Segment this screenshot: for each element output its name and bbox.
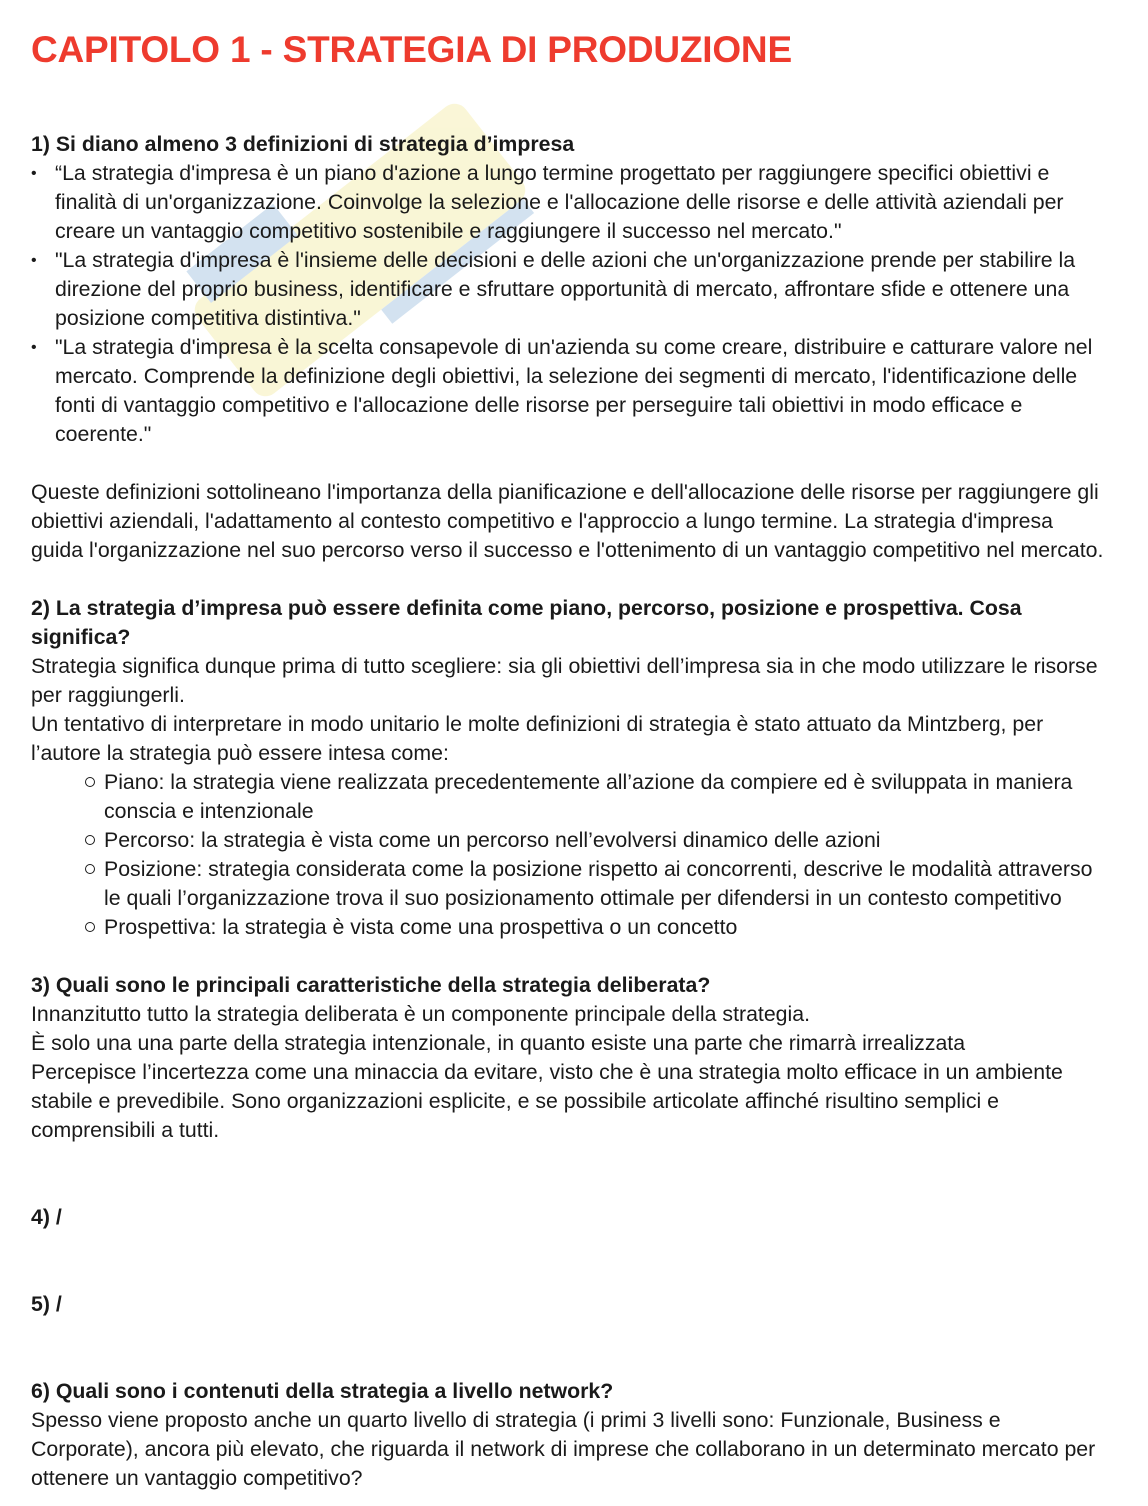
list-item-text: Percorso: la strategia è vista come un percorso nell’evolversi dinamico delle azioni [104, 828, 881, 852]
question-3-paragraph: Innanzitutto tutto la strategia deliberata è un componente principale della strategia. [31, 1002, 811, 1026]
page-title: CAPITOLO 1 - STRATEGIA DI PRODUZIONE [31, 29, 792, 70]
question-6-paragraph: Spesso viene proposto anche un quarto livello di strategia (i primi 3 livelli sono: Funzionale, Business e Corporate), ancora più elevato, che riguarda il network di imprese che collaborano in un determinato mercato per ottenere un vantaggio competitivo? [31, 1408, 1096, 1490]
circle-bullet-icon [85, 864, 95, 874]
bullet-icon: • [31, 339, 37, 356]
list-item [31, 246, 1108, 333]
list-item [85, 768, 1108, 826]
circle-bullet-icon [85, 777, 95, 787]
question-3-paragraph: È solo una una parte della strategia intenzionale, in quanto esiste una parte che rimarrà irrealizzata [31, 1031, 966, 1055]
question-5-heading: 5) / [31, 1292, 62, 1316]
definition-text: “La strategia d'impresa è un piano d'azione a lungo termine progettato per raggiungere specifici obiettivi e finalità di un'organizzazione. Coinvolge la selezione e l'allocazione delle risorse e delle attività aziendali per creare un vantaggio competitivo sostenibile e raggiungere il successo nel mercato." [55, 161, 1064, 243]
definitions-list [31, 159, 1108, 449]
question-2-heading: 2) La strategia d’impresa può essere definita come piano, percorso, posizione e prospettiva. Cosa significa? [31, 596, 1022, 649]
question-1-heading: 1) Si diano almeno 3 definizioni di strategia d’impresa [31, 132, 575, 156]
list-item-text: Prospettiva: la strategia è vista come una prospettiva o un concetto [104, 915, 738, 939]
question-4-heading: 4) / [31, 1205, 62, 1229]
list-item [31, 333, 1108, 449]
circle-bullet-icon [85, 835, 95, 845]
list-item [31, 159, 1108, 246]
definition-text: "La strategia d'impresa è la scelta consapevole di un'azienda su come creare, distribuire e catturare valore nel mercato. Comprende la definizione degli obiettivi, la selezione dei segmenti di mercato, l'identificazione delle fonti di vantaggio competitivo e l'allocazione delle risorse per perseguire tali obiettivi in modo efficace e coerente." [55, 335, 1093, 446]
list-item-text: Piano: la strategia viene realizzata precedentemente all’azione da compiere ed è sviluppata in maniera conscia e intenzionale [104, 770, 1073, 823]
list-item [85, 826, 1108, 855]
question-3-heading: 3) Quali sono le principali caratteristiche della strategia deliberata? [31, 973, 711, 997]
circle-bullet-icon [85, 922, 95, 932]
question-2-paragraph: Un tentativo di interpretare in modo unitario le molte definizioni di strategia è stato attuato da Mintzberg, per l’autore la strategia può essere intesa come: [31, 712, 1044, 765]
list-item [85, 913, 1108, 942]
list-item-text: Posizione: strategia considerata come la posizione rispetto ai concorrenti, descrive le modalità attraverso le quali l’organizzazione trova il suo posizionamento ottimale per difendersi in un contesto competitivo [104, 857, 1093, 910]
question-2-paragraph: Strategia significa dunque prima di tutto scegliere: sia gli obiettivi dell’impresa sia in che modo utilizzare le risorse per raggiungerli. [31, 654, 1098, 707]
definition-text: "La strategia d'impresa è l'insieme delle decisioni e delle azioni che un'organizzazione prende per stabilire la direzione del proprio business, identificare e sfruttare opportunità di mercato, affrontare sfide e ottenere una posizione competitiva distintiva." [55, 248, 1076, 330]
list-item [85, 855, 1108, 913]
bullet-icon: • [31, 165, 37, 182]
question-3-paragraph: Percepisce l’incertezza come una minaccia da evitare, visto che è una strategia molto efficace in un ambiente stabile e prevedibile. Sono organizzazioni esplicite, e se possibile articolate affinché risultino semplici e comprensibili a tutti. [31, 1060, 1063, 1142]
question-6-heading: 6) Quali sono i contenuti della strategia a livello network? [31, 1379, 614, 1403]
question-1-summary: Queste definizioni sottolineano l'importanza della pianificazione e dell'allocazione delle risorse per raggiungere gli obiettivi aziendali, l'adattamento al contesto competitivo e l'approccio a lungo termine. La strategia d'impresa guida l'organizzazione nel suo percorso verso il successo e l'ottenimento di un vantaggio competitivo nel mercato. [31, 480, 1104, 562]
bullet-icon: • [31, 252, 37, 269]
mintzberg-list [31, 768, 1108, 942]
